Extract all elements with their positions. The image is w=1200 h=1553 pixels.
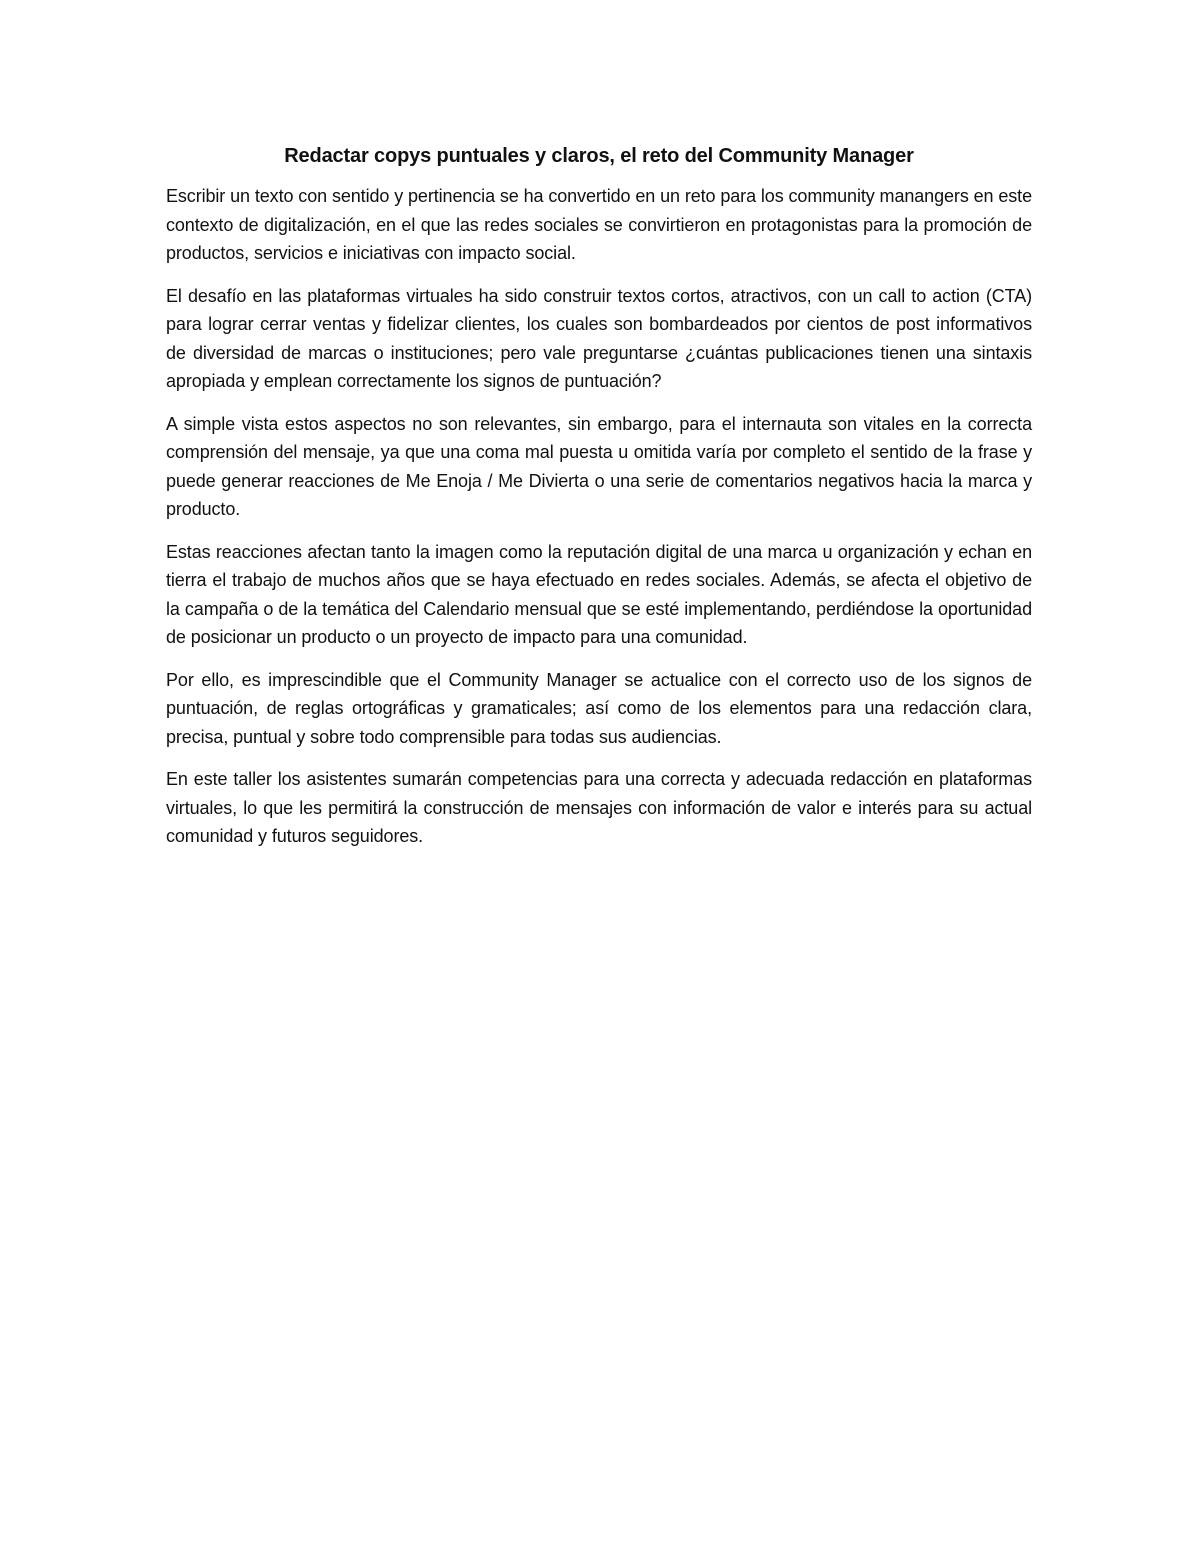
paragraph-4: Estas reacciones afectan tanto la imagen como la reputación digital de una marca u organización y echan en tierra el trabajo de muchos años que se haya efectuado en redes sociales. Además, se afecta el objetivo de la campaña o de la temática del Calendario mensual que se esté implementando, perdiéndose la oportunidad de posicionar un producto o un proyecto de impacto para una comunidad. — [166, 541, 1032, 647]
document-body — [166, 142, 1032, 865]
paragraph-3: A simple vista estos aspectos no son relevantes, sin embargo, para el internauta son vitales en la correcta comprensión del mensaje, ya que una coma mal puesta u omitida varía por completo el sentido de la frase y puede generar reacciones de Me Enoja / Me Divierta o una serie de comentarios negativos hacia la marca y producto. — [166, 413, 1032, 519]
document-title: Redactar copys puntuales y claros, el reto del Community Manager — [284, 145, 914, 167]
paragraph-1: Escribir un texto con sentido y pertinencia se ha convertido en un reto para los community manangers en este contexto de digitalización, en el que las redes sociales se convirtieron en protagonistas para la promoción de productos, servicios e iniciativas con impacto social. — [166, 186, 1032, 263]
paragraph-2: El desafío en las plataformas virtuales ha sido construir textos cortos, atractivos, con un call to action (CTA) para lograr cerrar ventas y fidelizar clientes, los cuales son bombardeados por cientos de post informativos de diversidad de marcas o instituciones; pero vale preguntarse ¿cuántas publicaciones tienen una sintaxis apropiada y emplean correctamente los signos de puntuación? — [166, 285, 1032, 391]
paragraph-5: Por ello, es imprescindible que el Community Manager se actualice con el correcto uso de los signos de puntuación, de reglas ortográficas y gramaticales; así como de los elementos para una redacción clara, precisa, puntual y sobre todo comprensible para todas sus audiencias. — [166, 669, 1032, 747]
paragraph-6: En este taller los asistentes sumarán competencias para una correcta y adecuada redacción en plataformas virtuales, lo que les permitirá la construcción de mensajes con información de valor e interés para su actual comunidad y futuros seguidores. — [166, 769, 1032, 846]
